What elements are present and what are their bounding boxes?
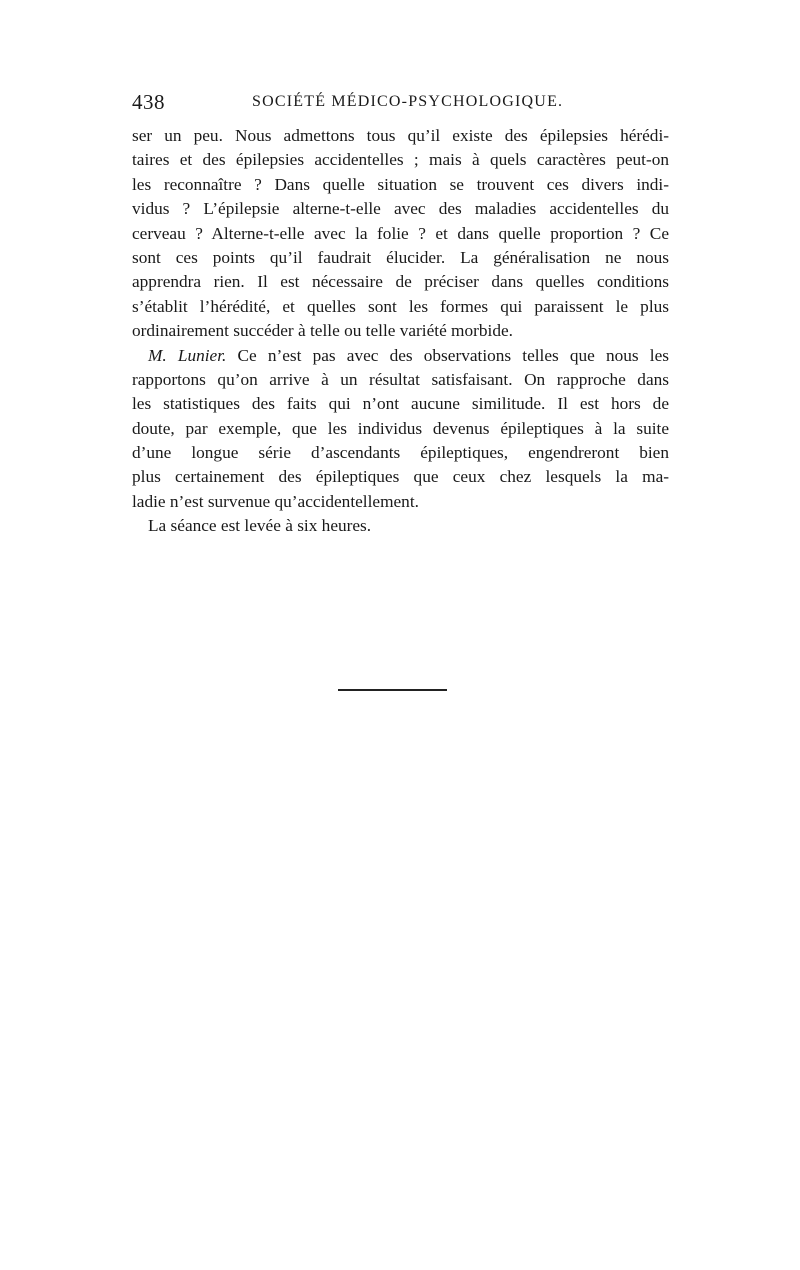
speaker-name: M. Lunier. [148,345,227,365]
text-line: plus certainement des épileptiques que ceux chez lesquels la ma- [132,467,669,487]
text-line: les reconnaître ? Dans quelle situation se trouvent ces divers indi- [132,174,669,194]
page-number: 438 [132,90,165,114]
text-line: d’une longue série d’ascendants épileptiques, engendreront bien [132,443,669,463]
text-line: les statistiques des faits qui n’ont aucune similitude. Il est hors de [132,394,669,414]
text-line: ordinairement succéder à telle ou telle variété morbide. [132,321,513,341]
running-head [132,90,667,118]
text-line: cerveau ? Alterne-t-elle avec la folie ? et dans quelle proportion ? Ce [132,223,669,243]
text-line: doute, par exemple, que les individus devenus épileptiques à la suite [132,418,669,438]
text-line: ladie n’est survenue qu’accidentellement. [132,491,419,511]
closing-line: La séance est levée à six heures. [148,516,372,536]
text-line: ser un peu. Nous admettons tous qu’il existe des épilepsies hérédi- [132,126,669,145]
speaker-remark: Ce n’est pas avec des observations telles que nous les [226,345,669,365]
text-line: rapportons qu’on arrive à un résultat satisfaisant. On rapproche dans [132,369,669,389]
text-line: apprendra rien. Il est nécessaire de préciser dans quelles conditions [132,272,669,292]
text-line: sont ces points qu’il faudrait élucider. La généralisation ne nous [132,247,669,267]
text-line: s’établit l’hérédité, et quelles sont les formes qui paraissent le plus [132,296,669,316]
body-text [132,124,669,539]
section-end-rule [338,689,447,691]
text-line: vidus ? L’épilepsie alterne-t-elle avec des maladies accidentelles du [132,199,669,219]
running-title: SOCIÉTÉ MÉDICO-PSYCHOLOGIQUE. [252,93,564,110]
text-line: taires et des épilepsies accidentelles ; mais à quels caractères peut-on [132,150,669,170]
text-line [132,344,669,368]
